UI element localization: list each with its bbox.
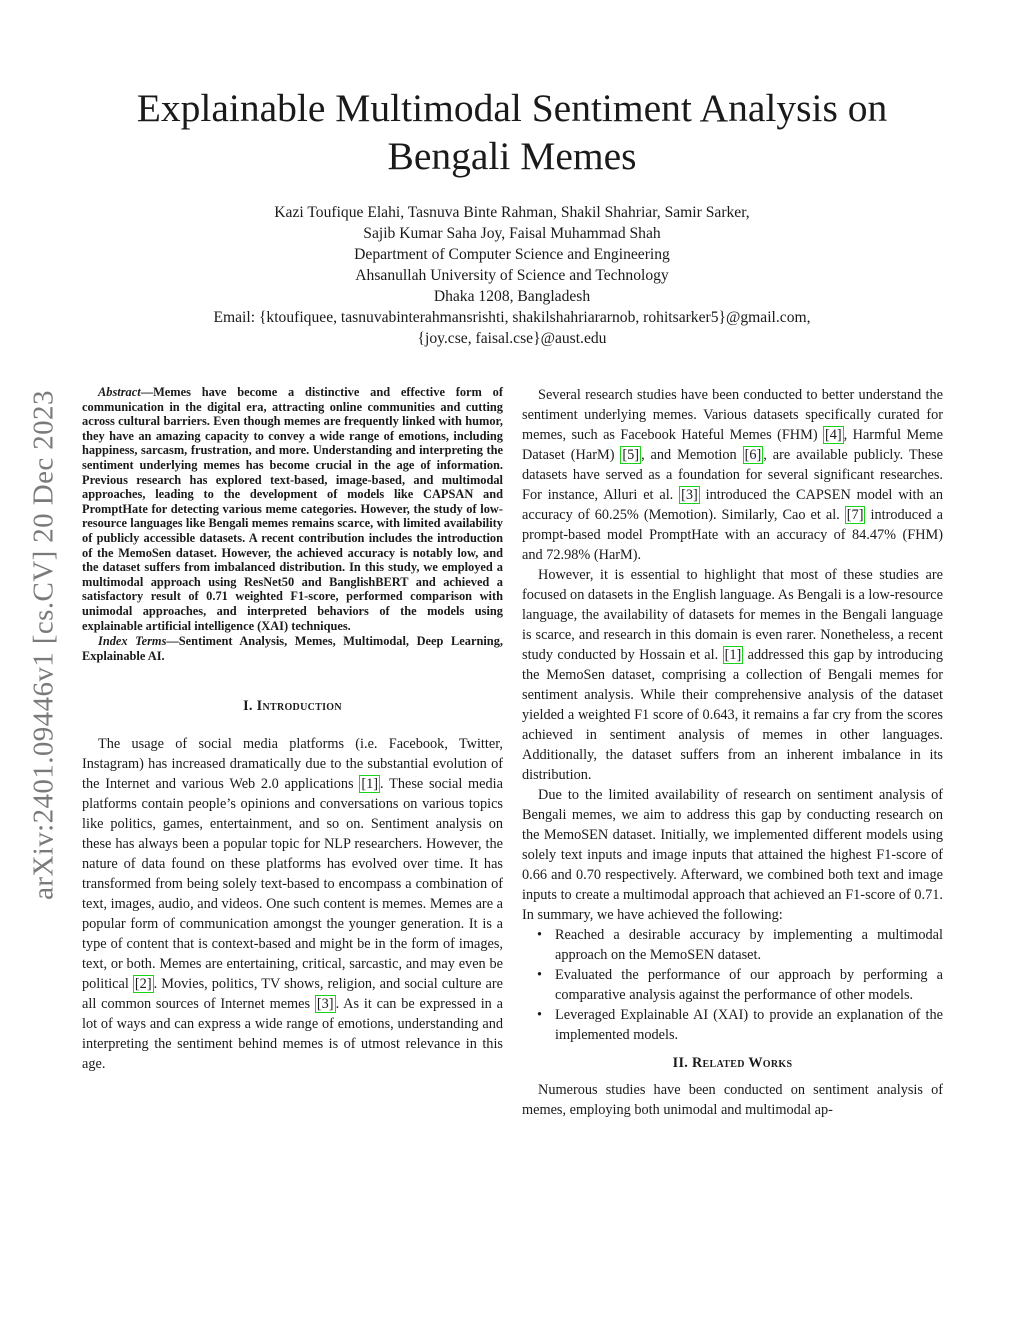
list-item: • Reached a desirable accuracy by implementing a multimodal approach on the MemoSEN dataset. <box>537 927 943 963</box>
related-works-paragraph: Numerous studies have been conducted on sentiment analysis of memes, employing both unimodal and multimodal ap- <box>522 1082 943 1118</box>
index-terms-text: Sentiment Analysis, Memes, Multimodal, Deep Learning, Explainable AI. <box>82 634 503 663</box>
abstract-label: Abstract <box>98 385 141 399</box>
index-terms-label: Index Terms <box>98 634 167 649</box>
bullet-icon: • <box>537 967 543 983</box>
bengali-gap-paragraph: However, it is essential to highlight that most of these studies are focused on datasets in the English language. As Bengali is a low-resource language, the availability of datasets for memes in the Bengali language is scarce, and research in this domain is even rarer. Nonetheless, a recent study conducted by Hossain et al. [1] addressed this gap by introducing the MemoSen dataset, comprising a collection of Bengali memes for sentiment analysis. While their comprehensive analysis of the dataset yielded a weighted F1 score of 0.643, it remains a far cry from the scores achieved in sentiment analysis of memes in other languages. Additionally, the dataset suffers from an inherent imbalance in its distribution. <box>522 567 943 783</box>
contributions-list <box>522 925 943 1045</box>
citation-link[interactable]: [5] <box>622 447 640 463</box>
index-terms-dash: — <box>166 634 179 649</box>
arxiv-id-text: arXiv:2401.09446v1 [cs.CV] 20 Dec 2023 <box>27 390 60 900</box>
affiliation-department: Department of Computer Science and Engineering <box>354 246 670 263</box>
author-names-line-1: Kazi Toufique Elahi, Tasnuva Binte Rahman, Shakil Shahriar, Samir Sarker, <box>274 204 750 221</box>
affiliation-university: Ahsanullah University of Science and Technology <box>355 267 669 284</box>
abstract-text: Memes have become a distinctive and effective form of communication in the digital era, attracting online communities and cutting across cultural barriers. Even though memes are frequently linked with humor, they have an amazing capacity to convey a wide range of emotions, including happiness, sarcasm, frustration, and more. Understanding and interpreting the sentiment underlying memes has become crucial in the age of information. Previous research has explored text-based, image-based, and multimodal approaches, leading to the development of models like CAPSAN and PromptHate for detecting various meme categories. However, the study of low-resource languages like Bengali memes remains scarce, with limited availability of publicly accessible datasets. A recent contribution includes the introduction of the MemoSen dataset. However, the achieved accuracy is notably low, and the dataset suffers from imbalanced distribution. In this study, we employed a multimodal approach using ResNet50 and BanglishBERT and achieved a satisfactory result of 0.71 weighted F1-score, performed comparison with unimodal approaches, and interpreted behaviors of the models using explainable artificial intelligence (XAI) techniques. <box>82 385 503 633</box>
author-emails-line-1: Email: {ktoufiquee, tasnuvabinterahmansrishti, shakilshahriararnob, rohitsarker5}@gmail.com, <box>213 309 811 326</box>
section-title: Related Works <box>692 1055 793 1071</box>
right-column <box>522 385 943 1120</box>
author-block <box>120 202 904 349</box>
citation-link[interactable]: [6] <box>744 447 762 463</box>
section-title: Introduction <box>256 698 342 715</box>
bullet-icon: • <box>537 927 543 943</box>
citation-link[interactable]: [7] <box>846 507 864 523</box>
citation-link[interactable]: [1] <box>724 647 742 663</box>
section-heading-related-works <box>522 1055 943 1072</box>
abstract <box>82 385 503 633</box>
citation-link[interactable]: [3] <box>316 996 334 1013</box>
left-column <box>82 385 503 1074</box>
author-emails-line-2: {joy.cse, faisal.cse}@aust.edu <box>417 330 607 347</box>
citation-link[interactable]: [2] <box>134 976 152 993</box>
author-names-line-2: Sajib Kumar Saha Joy, Faisal Muhammad Shah <box>363 225 661 242</box>
datasets-paragraph: Several research studies have been conducted to better understand the sentiment underlying memes. Various datasets specifically curated for memes, such as Facebook Hateful Memes (FHM) [4] , Harmful Meme Dataset (HarM) [5] , and Memotion [6] , are available publicly. These datasets have served as a foundation for several significant researches. For instance, Alluri et al. [3] introduced the CAPSEN model with an accuracy of 60.25% (Memotion). Similarly, Cao et al. [7] introduced a prompt-based model PromptHate with an accuracy of 84.47% (FHM) and 72.98% (HarM). <box>522 387 943 563</box>
index-terms <box>82 634 503 663</box>
approach-paragraph: Due to the limited availability of research on sentiment analysis of Bengali memes, we aim to address this gap by conducting research on the MemoSEN dataset. Initially, we implemented different models using solely text inputs and image inputs that attained the highest F1-score of 0.66 and 0.70 respectively. Afterward, we combined both text and image inputs to create a multimodal approach that achieved an F1-score of 0.71. In summary, we have achieved the following: <box>522 787 943 923</box>
paper-title: Explainable Multimodal Sentiment Analysis on Bengali Memes <box>136 86 888 178</box>
abstract-dash: — <box>140 385 154 399</box>
intro-paragraph: The usage of social media platforms (i.e. Facebook, Twitter, Instagram) has increased dramatically due to the substantial evolution of the Internet and various Web 2.0 applications [1] . These social media platforms contain people’s opinions and conversations on various topics like politics, games, entertainment, and so on. Sentiment analysis on these has always been a popular topic for NLP researchers. However, the nature of data found on these platforms has evolved over time. It has transformed from being solely text-based to encompass a combination of text, images, audio, and videos. One such content is memes. Memes are a popular form of communication amongst the younger generation. It is a type of content that is context-based and might be in the form of images, text, or both. Memes are entertaining, critical, sarcastic, and may even be political [2] . Movies, politics, TV shows, religion, and social culture are all common sources of Internet memes [3] . As it can be expressed in a lot of ways and can express a wide range of emotions, understanding and interpreting the sentiment behind memes is of utmost relevance in this age. <box>82 736 503 1073</box>
section-number: II. <box>672 1055 689 1071</box>
bullet-icon: • <box>537 1007 543 1023</box>
section-heading-introduction <box>82 698 503 715</box>
list-item: • Evaluated the performance of our approach by performing a comparative analysis against the performance of other models. <box>537 967 943 1003</box>
affiliation-address: Dhaka 1208, Bangladesh <box>433 288 591 305</box>
section-number: I. <box>243 698 253 715</box>
citation-link[interactable]: [4] <box>825 427 842 443</box>
citation-link[interactable]: [1] <box>361 776 379 793</box>
list-item: • Leveraged Explainable AI (XAI) to provide an explanation of the implemented models. <box>537 1007 943 1043</box>
citation-link[interactable]: [3] <box>681 487 698 503</box>
